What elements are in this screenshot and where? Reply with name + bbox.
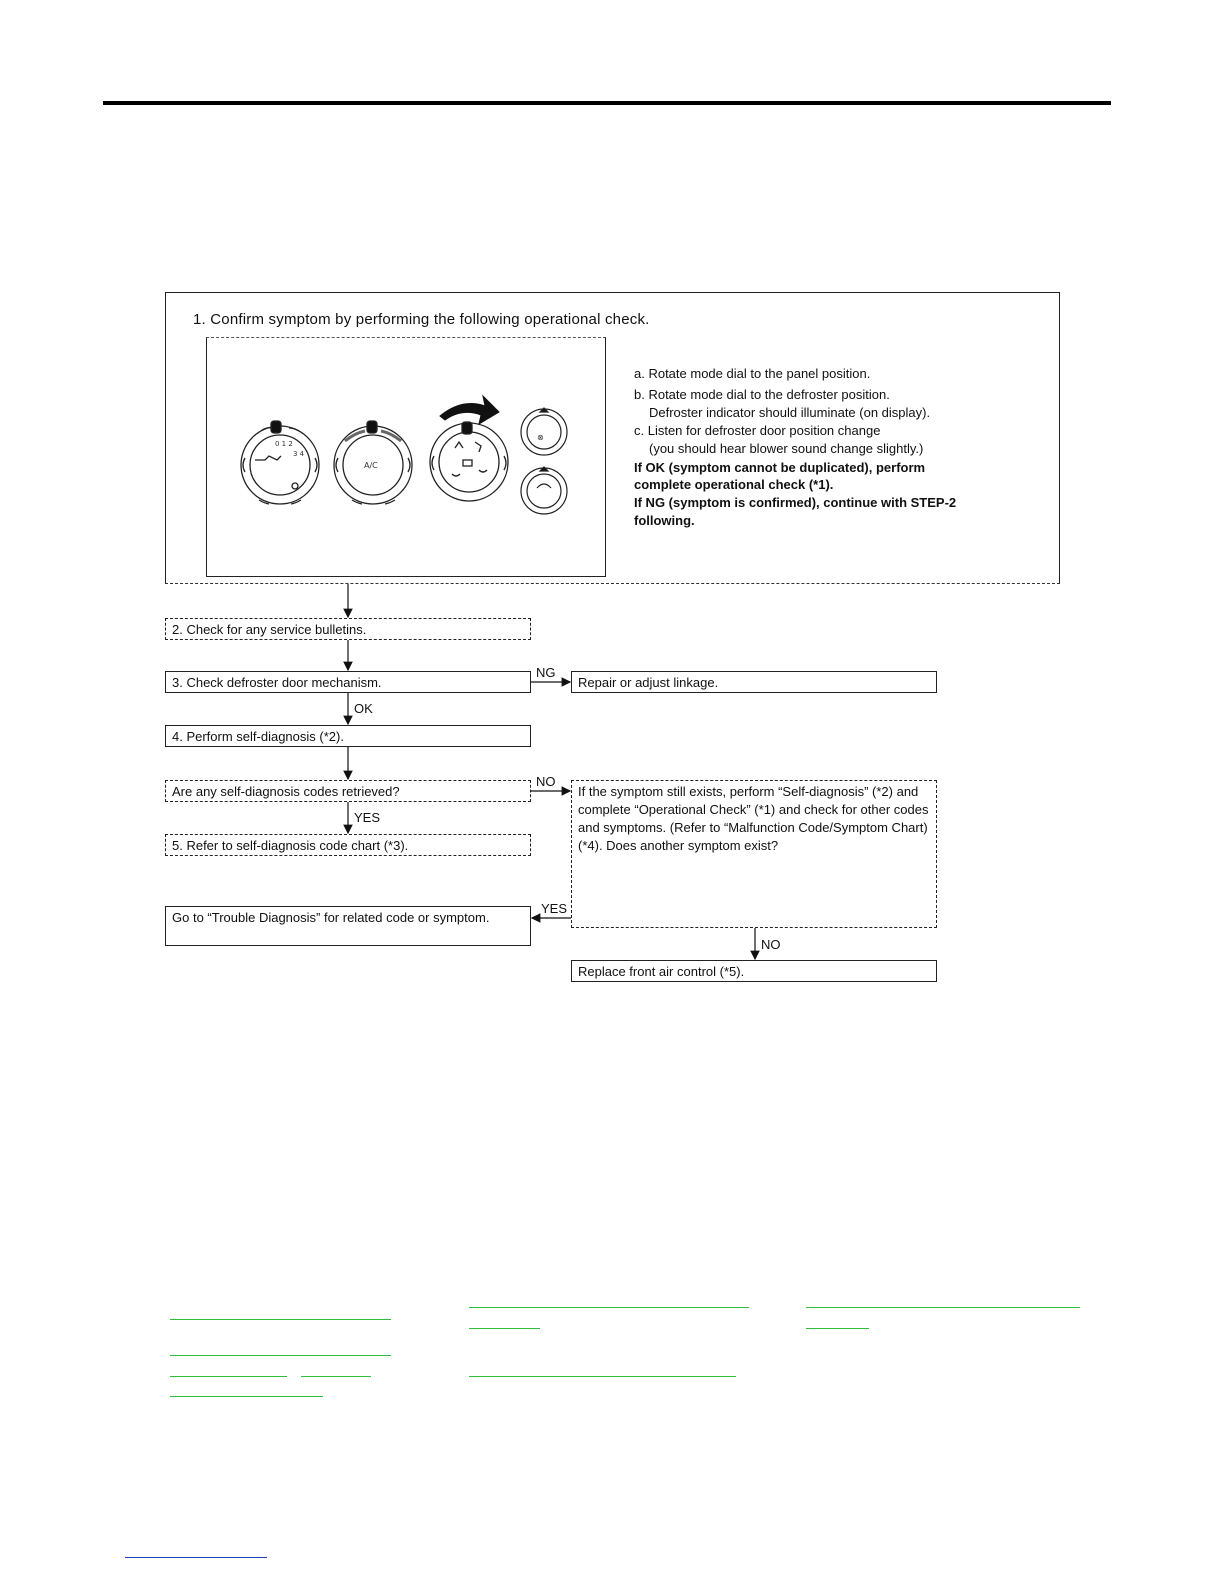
svg-text:3 4: 3 4 [293, 450, 305, 458]
step5-box: 5. Refer to self-diagnosis code chart (*3). [165, 834, 531, 856]
reference-link-2b[interactable] [469, 1328, 540, 1329]
reference-link-2[interactable] [469, 1307, 749, 1308]
step2-box: 2. Check for any service bulletins. [165, 618, 531, 640]
ok-label: OK [354, 701, 373, 716]
instruction-ok-2: complete operational check (*1). [634, 477, 834, 492]
instruction-c: c. Listen for defroster door position change [634, 423, 881, 438]
instruction-b-detail: Defroster indicator should illuminate (on display). [649, 405, 931, 420]
reference-link-6[interactable] [301, 1376, 371, 1377]
reference-link-3b[interactable] [806, 1328, 869, 1329]
ng-label: NG [536, 665, 556, 680]
instruction-ok-1: If OK (symptom cannot be duplicated), perform [634, 460, 926, 475]
codes-question-box: Are any self-diagnosis codes retrieved? [165, 780, 531, 802]
instruction-ng-1: If NG (symptom is confirmed), continue with STEP-2 [634, 495, 957, 510]
step3-box: 3. Check defroster door mechanism. [165, 671, 531, 693]
reference-link-3[interactable] [806, 1307, 1080, 1308]
footer-link[interactable] [125, 1557, 267, 1558]
reference-link-4[interactable] [170, 1355, 391, 1356]
no-label-1: NO [536, 774, 556, 789]
reference-link-8[interactable] [469, 1376, 736, 1377]
ac-label: A/C [364, 461, 378, 470]
reference-link-5[interactable] [170, 1376, 287, 1377]
yes-label-1: YES [354, 810, 381, 825]
svg-text:⊗: ⊗ [537, 433, 544, 442]
reference-link-1[interactable] [170, 1319, 391, 1320]
symptom-check-box: If the symptom still exists, perform “Self-diagnosis” (*2) and complete “Operational Check” (*1) and check for other codes and symptoms. (Refer to “Malfunction Code/Symptom Chart) (*4). Does another symptom exist? [571, 780, 937, 928]
replace-box: Replace front air control (*5). [571, 960, 937, 982]
svg-text:0 1 2: 0 1 2 [275, 440, 293, 448]
step1-title: 1. Confirm symptom by performing the following operational check. [193, 311, 650, 328]
goto-trouble-box: Go to “Trouble Diagnosis” for related code or symptom. [165, 906, 531, 946]
instruction-b: b. Rotate mode dial to the defroster position. [634, 387, 890, 402]
instruction-a: a. Rotate mode dial to the panel position. [634, 366, 871, 381]
instruction-ng-2: following. [634, 513, 695, 528]
repair-box: Repair or adjust linkage. [571, 671, 937, 693]
reference-link-7[interactable] [170, 1396, 323, 1397]
step4-box: 4. Perform self-diagnosis (*2). [165, 725, 531, 747]
yes-label-2: YES [541, 901, 568, 916]
instruction-c-detail: (you should hear blower sound change slightly.) [649, 441, 924, 456]
no-label-2: NO [761, 937, 781, 952]
